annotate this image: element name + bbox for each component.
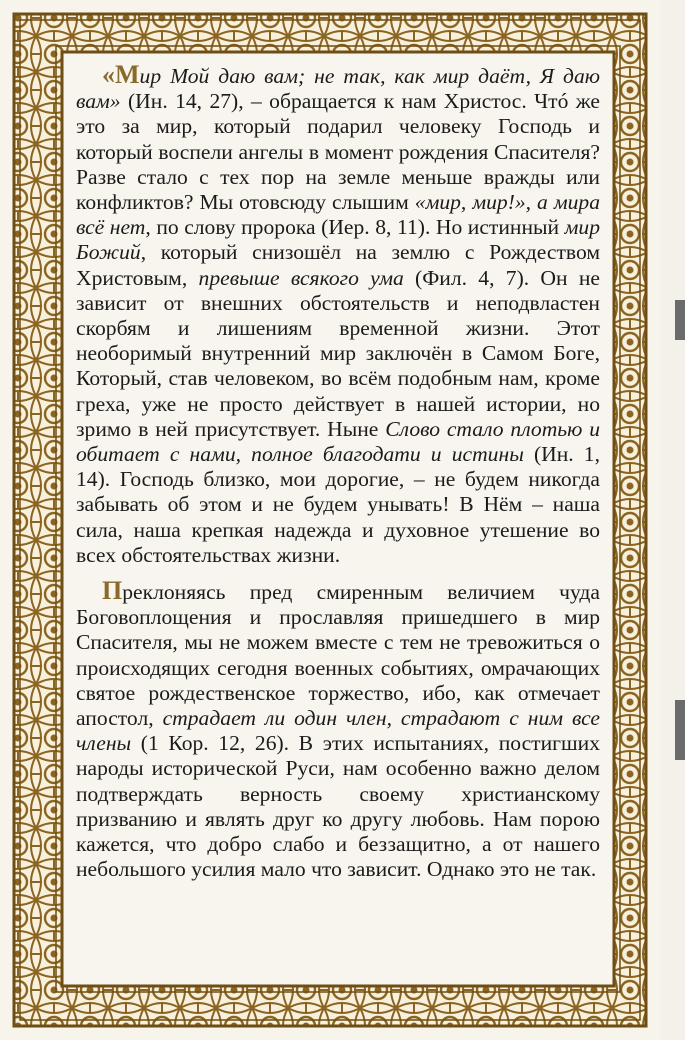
quote-john: ир Мой даю вам; не так, как мир даёт, Я даю вам» xyxy=(76,64,600,114)
quote-jeremiah: «мир, мир!», а мира всё нет xyxy=(76,190,601,240)
quote-philippians: превыше всякого ума xyxy=(198,265,404,290)
text-run: (1 Кор. 12, 26). В этих испытаниях, постигших народы исторической Руси, нам особенно важно делом подтверждать верность своему христианскому призванию и являть друг ко другу любовь. Нам порою кажется, что добро слабо и беззащитно, а от нашего небольшого усилия мало что зависит. Однако это не так. xyxy=(76,731,600,882)
page-edge-mark xyxy=(675,700,685,760)
text-run: (Фил. 4, 7). Он не зависит от внешних обстоятельств и неподвластен скорбям и лишениям временной жизни. Этот необоримый внутренний мир заключён в Самом Боге, Который, став человеком, во всём подобным нам, кроме греха, уже не просто действует в нашей истории, но зримо в ней присутствует. Ныне xyxy=(76,265,600,441)
quote-john-1-14: Слово стало плотью и обитает с нами, полное благодати и истины xyxy=(76,416,600,467)
text-run: реклоняясь пред смиренным величием чуда Боговоплощения и прославляя пришедшего в мир Спасителя, мы не можем вместе с тем не тревожиться о происходящих сегодня военных событиях, омрачающих святое рождественское торжество, ибо, как отмечает апостол, xyxy=(76,580,600,731)
text-run: (Ин. 14, 27), – обращается к нам Христос. Чтó же это за мир, который подарил человеку Господь и который воспели ангелы в момент рождения Спасителя? Разве стало с тех пор на земле меньше вражды или конфликтов? Мы отовсюду слышим xyxy=(76,89,600,215)
text-run: , который снизошёл на землю с Рождеством Христовым, xyxy=(76,240,600,290)
text-run: (Ин. 1, 14). Господь близко, мои дорогие, – не будем никогда забывать об этом и не будем унывать! В Нём – наша сила, наша крепкая надежда и духовное утешение во всех обстоятельствах жизни. xyxy=(76,442,601,567)
page-edge-mark xyxy=(675,300,685,340)
text-run: , по слову пророка (Иер. 8, 11). Но истинный xyxy=(145,215,565,240)
italic-phrase: мир Божий xyxy=(76,215,600,265)
paragraph-2 xyxy=(76,578,600,882)
dropcap-2: П xyxy=(102,576,123,606)
paragraph-1 xyxy=(76,62,600,568)
text-panel xyxy=(76,62,600,976)
dropcap-1: «М xyxy=(102,60,140,89)
quote-corinthians: страдает ли один член, страдают с ним все члены xyxy=(76,706,600,756)
